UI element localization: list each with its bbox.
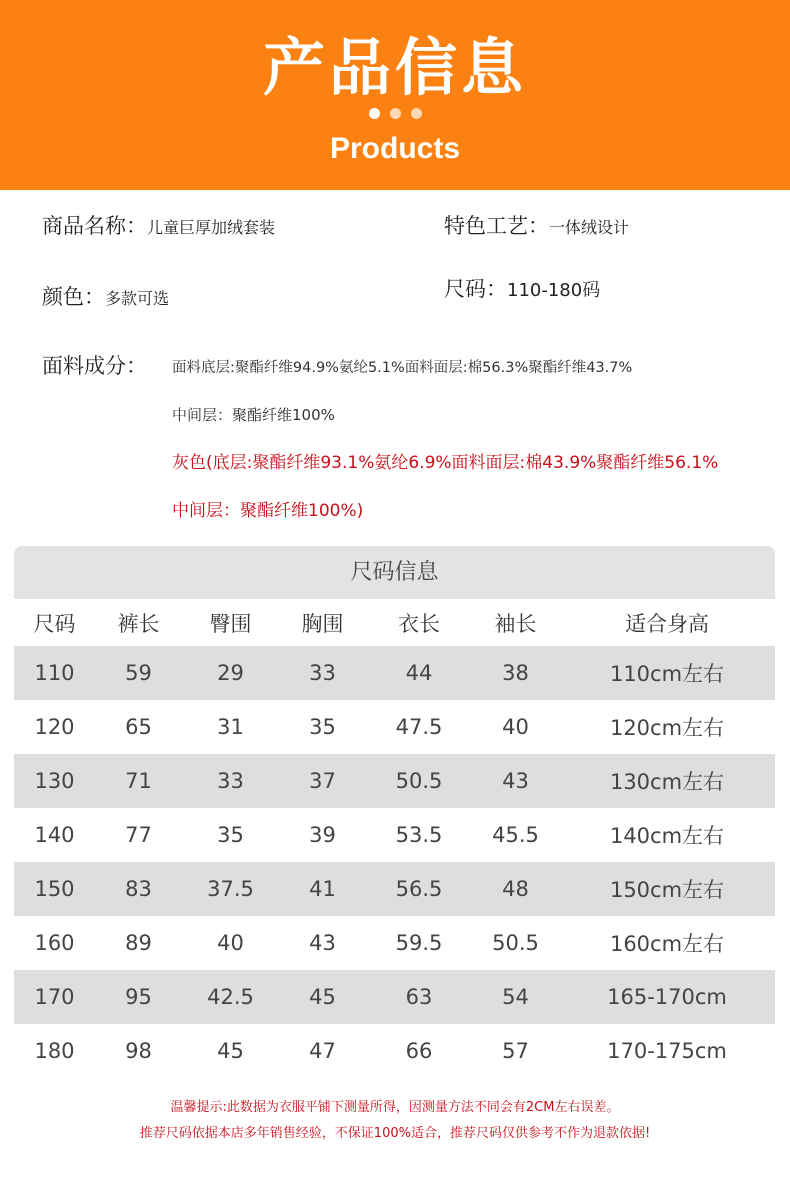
- table-cell: 31: [217, 715, 244, 739]
- table-row: [14, 916, 775, 970]
- table-cell: 47.5: [395, 715, 443, 739]
- table-cell: 150: [34, 877, 75, 901]
- table-cell: 45: [309, 985, 336, 1009]
- table-cell: 59.5: [395, 931, 443, 955]
- dot-icon: [390, 108, 401, 119]
- column-header: 臀围: [209, 611, 252, 636]
- size-range-value: 110-180码: [507, 280, 601, 301]
- special-craft-value: 一体绒设计: [549, 218, 630, 237]
- product-name: [42, 210, 275, 240]
- table-cell: 57: [502, 1039, 529, 1063]
- table-cell: 110: [34, 661, 75, 685]
- table-cell: 130cm左右: [609, 770, 725, 794]
- table-cell: 56.5: [395, 877, 443, 901]
- table-cell: 33: [309, 661, 336, 685]
- table-cell: 63: [405, 985, 433, 1009]
- table-cell: 39: [309, 823, 336, 847]
- banner-title: 产品信息: [262, 31, 527, 104]
- table-cell: 170-175cm: [607, 1039, 727, 1063]
- material-label-text: 面料成分：: [42, 354, 147, 378]
- recommendation-note: 推荐尺码依据本店多年销售经验，不保证100%适合，推荐尺码仅供参考不作为退款依据!: [139, 1126, 651, 1141]
- column-header: 尺码: [33, 611, 76, 636]
- table-cell: 50.5: [395, 769, 443, 793]
- table-cell: 71: [125, 769, 152, 793]
- table-cell: 110cm左右: [609, 662, 725, 686]
- table-cell: 150cm左右: [609, 878, 725, 902]
- table-cell: 43: [502, 769, 529, 793]
- material-label: [42, 350, 147, 380]
- material-gray-line-2: 中间层：聚酯纤维100%): [172, 501, 364, 521]
- material-line-1: 面料底层:聚酯纤维94.9%氨纶5.1%面料面层:棉56.3%聚酯纤维43.7%: [172, 360, 633, 376]
- column-header: 衣长: [398, 611, 440, 636]
- table-cell: 33: [217, 769, 244, 793]
- material-line-2: 中间层：聚酯纤维100%: [172, 406, 335, 424]
- table-cell: 140cm左右: [609, 824, 725, 848]
- column-header: 裤长: [117, 611, 160, 636]
- table-cell: 170: [34, 985, 75, 1009]
- size-table: [14, 546, 775, 1078]
- special-craft-label: 特色工艺：: [444, 214, 549, 238]
- column-header: 袖长: [494, 611, 537, 636]
- size-range-label: 尺码：: [444, 277, 507, 301]
- table-cell: 47: [309, 1039, 336, 1063]
- table-cell: 45.5: [492, 823, 539, 847]
- table-cell: 98: [125, 1039, 152, 1063]
- table-cell: 165-170cm: [607, 985, 727, 1009]
- table-cell: 120cm左右: [609, 716, 725, 740]
- table-cell: 54: [502, 985, 529, 1009]
- table-cell: 53.5: [395, 823, 443, 847]
- table-row: [14, 754, 775, 808]
- table-cell: 29: [217, 661, 244, 685]
- table-cell: 42.5: [207, 985, 254, 1009]
- table-cell: 66: [405, 1039, 433, 1063]
- column-header: 适合身高: [625, 611, 709, 636]
- table-cell: 41: [309, 877, 336, 901]
- table-row: [14, 700, 775, 754]
- material-gray-line-1: 灰色(底层:聚酯纤维93.1%氨纶6.9%面料面层:棉43.9%聚酯纤维56.1%: [172, 453, 719, 473]
- banner-dots: [0, 108, 790, 119]
- table-cell: 77: [125, 823, 152, 847]
- product-name-label: 商品名称：: [42, 214, 147, 238]
- table-row: [14, 1024, 775, 1078]
- table-cell: 35: [309, 715, 336, 739]
- table-cell: 38: [502, 661, 529, 685]
- dot-icon: [369, 108, 380, 119]
- size-range: [444, 273, 600, 303]
- table-cell: 45: [217, 1039, 244, 1063]
- size-table-title: 尺码信息: [14, 546, 775, 599]
- table-row: [14, 808, 775, 862]
- measurement-note: 温馨提示:此数据为衣服平铺下测量所得，因测量方法不同会有2CM左右误差。: [170, 1100, 620, 1115]
- table-cell: 65: [125, 715, 152, 739]
- table-cell: 130: [34, 769, 75, 793]
- table-cell: 43: [309, 931, 336, 955]
- table-row: [14, 862, 775, 916]
- table-cell: 50.5: [492, 931, 539, 955]
- column-header: 胸围: [301, 611, 344, 636]
- size-table-header-row: [14, 599, 775, 646]
- color-info: [42, 281, 169, 311]
- table-cell: 95: [125, 985, 152, 1009]
- table-cell: 89: [125, 931, 152, 955]
- color-value: 多款可选: [105, 289, 170, 308]
- table-cell: 160: [34, 931, 75, 955]
- table-cell: 37.5: [207, 877, 254, 901]
- table-cell: 40: [502, 715, 529, 739]
- color-label: 颜色：: [42, 285, 105, 309]
- table-cell: 37: [309, 769, 336, 793]
- product-name-value: 儿童巨厚加绒套装: [147, 218, 276, 237]
- table-cell: 59: [125, 661, 152, 685]
- table-cell: 48: [502, 877, 529, 901]
- table-cell: 140: [34, 823, 75, 847]
- table-cell: 35: [217, 823, 244, 847]
- product-info-banner: [0, 0, 790, 190]
- table-cell: 83: [125, 877, 152, 901]
- table-row: [14, 646, 775, 700]
- table-cell: 44: [405, 661, 433, 685]
- table-cell: 40: [217, 931, 244, 955]
- table-cell: 160cm左右: [609, 932, 725, 956]
- dot-icon: [411, 108, 422, 119]
- table-cell: 120: [34, 715, 75, 739]
- banner-subtitle: Products: [329, 132, 461, 165]
- table-cell: 180: [34, 1039, 75, 1063]
- table-row: [14, 970, 775, 1024]
- special-craft: [444, 210, 629, 240]
